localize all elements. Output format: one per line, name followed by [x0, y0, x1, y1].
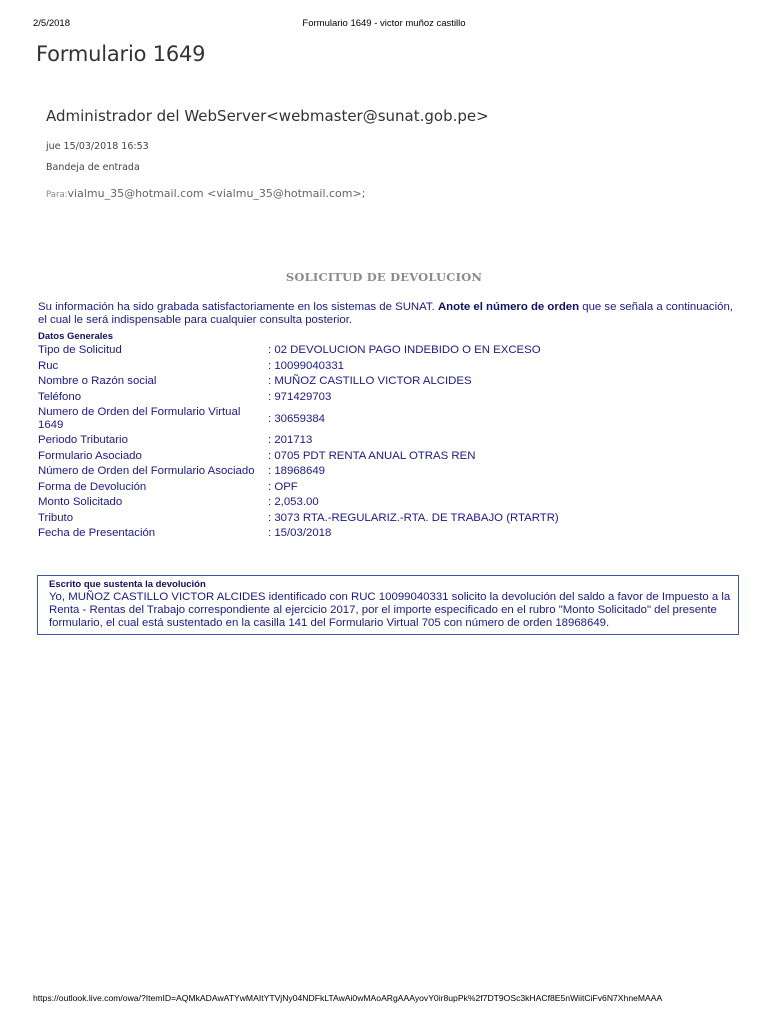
datos-row [36, 359, 561, 375]
datos-value: : 2,053.00 [268, 496, 319, 509]
intro-text-2: que se señala a continuación, el cual le será indispensable para cualquier consulta posterior. [38, 301, 733, 326]
datos-label: Formulario Asociado [38, 449, 142, 462]
datos-row [36, 464, 561, 480]
datos-label: Teléfono [38, 390, 82, 403]
datos-value: : 0705 PDT RENTA ANUAL OTRAS REN [268, 449, 476, 462]
datos-row [36, 390, 561, 406]
datos-label: Monto Solicitado [38, 496, 123, 509]
datos-label: Tributo [38, 511, 74, 524]
datos-row [36, 343, 561, 359]
to-label: Para: [46, 190, 68, 200]
datos-row [36, 480, 561, 496]
datos-label: Tipo de Solicitud [38, 344, 122, 357]
intro-paragraph [38, 301, 738, 327]
print-footer-url: https://outlook.live.com/owa/?ItemID=AQMkADAwATYwMAItYTVjNy04NDFkLTAwAi0wMAoARgAAAyovY0ir8upPk%2f7DT9OSc3kHACf8E5nWiitCiFv6N7XhneMAAA [33, 993, 663, 1003]
datos-label: Ruc [38, 359, 59, 372]
datos-value: : 971429703 [268, 390, 332, 403]
datos-value: : 15/03/2018 [268, 527, 332, 540]
datos-label: Forma de Devolución [38, 480, 147, 493]
datos-row [36, 449, 561, 465]
datos-value: : MUÑOZ CASTILLO VICTOR ALCIDES [268, 375, 472, 388]
email-recipients [46, 187, 365, 200]
intro-text-1: Su información ha sido grabada satisfactoriamente en los sistemas de SUNAT. [38, 301, 438, 313]
datos-row [36, 526, 561, 542]
datos-label: Numero de Orden del Formulario Virtual 1649 [38, 406, 241, 431]
escrito-title: Escrito que sustenta la devolución [49, 579, 206, 590]
datos-row [36, 433, 561, 449]
escrito-box [37, 575, 739, 635]
print-document-title: Formulario 1649 - victor muñoz castillo [302, 18, 466, 29]
datos-value: : 30659384 [268, 412, 326, 425]
datos-row [36, 495, 561, 511]
datos-generales-table [36, 343, 561, 542]
datos-value: : 10099040331 [268, 359, 345, 372]
datos-value: : 02 DEVOLUCION PAGO INDEBIDO O EN EXCESO [268, 344, 541, 357]
datos-value: : 201713 [268, 434, 313, 447]
datos-row [36, 511, 561, 527]
datos-value: : OPF [268, 480, 298, 493]
datos-value: : 3073 RTA.-REGULARIZ.-RTA. DE TRABAJO (RTARTR) [268, 511, 559, 524]
datos-row [36, 374, 561, 390]
escrito-text: Yo, MUÑOZ CASTILLO VICTOR ALCIDES identificado con RUC 10099040331 solicito la devolución del saldo a favor de Impuesto a la Renta - Rentas del Trabajo correspondiente al ejercicio 2017, por el importe especificado en el rubro "Monto Solicitado" del presente formulario, el cual está sustentado en la casilla 141 del Formulario Virtual 705 con número de orden 18968649. [49, 591, 731, 629]
print-header [33, 18, 735, 32]
solicitud-title: SOLICITUD DE DEVOLUCION [285, 270, 483, 284]
email-subject: Formulario 1649 [36, 42, 206, 66]
datos-value: : 18968649 [268, 465, 326, 478]
datos-label: Periodo Tributario [38, 434, 128, 447]
datos-generales-title: Datos Generales [38, 331, 113, 342]
datos-label: Número de Orden del Formulario Asociado [38, 465, 255, 478]
datos-row [36, 405, 561, 433]
datos-label: Nombre o Razón social [38, 375, 157, 388]
intro-bold-text: Anote el número de orden [437, 301, 580, 313]
to-address[interactable]: vialmu_35@hotmail.com <vialmu_35@hotmail.com>; [67, 187, 366, 200]
email-folder[interactable]: Bandeja de entrada [46, 162, 140, 173]
print-date: 2/5/2018 [33, 18, 70, 29]
email-datetime: jue 15/03/2018 16:53 [46, 141, 149, 152]
datos-label: Fecha de Presentación [38, 527, 156, 540]
email-sender[interactable]: Administrador del WebServer<webmaster@sunat.gob.pe> [46, 107, 489, 125]
